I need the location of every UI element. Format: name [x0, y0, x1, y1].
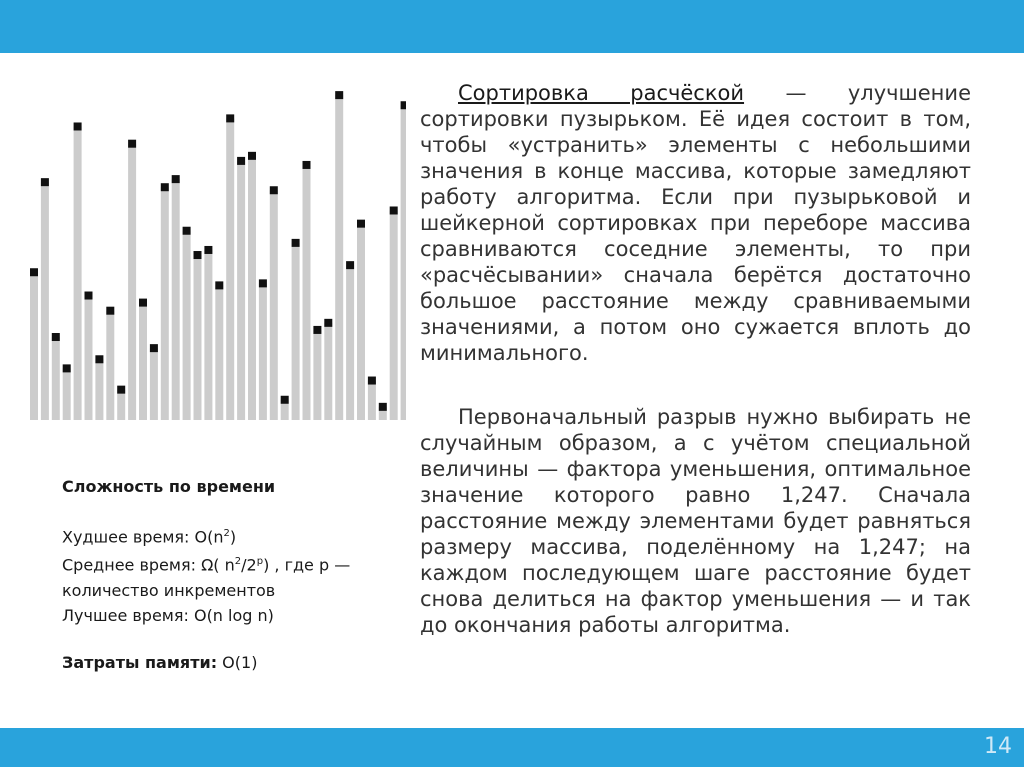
paragraph-definition: Сортировка расчёской — улучшение сортировки пузырьком. Её идея состоит в том, чтобы «устранить» элементы с небольшими значения в конце массива, которые замедляют работу алгоритма. Если при пузырьковой и шейкерной сортировках при переборе массива сравниваются соседние элементы, то при «расчёсывании» сначала берётся достаточно большое расстояние между сравниваемыми значениями, а потом оно сужается вплоть до минимального.: [420, 81, 971, 365]
chart-value-marker: [313, 326, 321, 334]
bottom-bar: [0, 728, 1024, 767]
chart-bar: [194, 255, 202, 420]
chart-bar: [183, 231, 191, 420]
chart-value-marker: [74, 122, 82, 130]
chart-value-marker: [30, 268, 38, 276]
chart-bar: [401, 105, 406, 420]
chart-bar: [161, 187, 169, 420]
paragraph-gap: Первоначальный разрыв нужно выбирать не случайным образом, а с учётом специальной величины — фактора уменьшения, оптимальное значение которого равно 1,247. Сначала расстояние между элементами будет равняться размеру массива, поделённому на 1,247; на каждом последующем шаге расстояние будет снова делиться на фактор уменьшения — и так до окончания работы алгоритма.: [420, 405, 971, 637]
chart-bar: [95, 359, 103, 420]
chart-bar: [139, 303, 147, 420]
complexity-title: Сложность по времени: [62, 477, 276, 496]
top-bar: [0, 0, 1024, 53]
chart-bar: [390, 210, 398, 420]
chart-value-marker: [95, 355, 103, 363]
chart-value-marker: [368, 377, 376, 385]
chart-bar: [324, 323, 332, 420]
chart-value-marker: [401, 101, 406, 109]
chart-bar: [74, 126, 82, 420]
chart-bar: [248, 156, 256, 420]
page-number: 14: [984, 734, 1012, 759]
chart-bar: [303, 165, 311, 420]
chart-bar: [117, 390, 125, 420]
chart-bar: [204, 250, 212, 420]
worst-time: Худшее время: $O(n^2)$: [62, 527, 237, 547]
chart-value-marker: [106, 307, 114, 315]
chart-value-marker: [270, 186, 278, 194]
chart-bar: [63, 368, 71, 420]
chart-value-marker: [248, 152, 256, 160]
chart-value-marker: [128, 140, 136, 148]
chart-value-marker: [292, 239, 300, 247]
chart-value-marker: [41, 178, 49, 186]
chart-value-marker: [139, 299, 147, 307]
chart-value-marker: [237, 157, 245, 165]
chart-bar: [368, 381, 376, 420]
chart-bar: [259, 283, 267, 420]
chart-value-marker: [150, 344, 158, 352]
chart-value-marker: [215, 281, 223, 289]
chart-bar: [30, 272, 38, 420]
chart-value-marker: [281, 396, 289, 404]
average-time-note: количество инкрементов: [62, 580, 276, 600]
memory-cost: Затраты памяти: O(1): [62, 652, 258, 672]
chart-value-marker: [183, 227, 191, 235]
chart-value-marker: [226, 114, 234, 122]
chart-value-marker: [85, 292, 93, 300]
chart-bar: [172, 179, 180, 420]
chart-value-marker: [324, 319, 332, 327]
chart-bar: [237, 161, 245, 420]
complexity-block: [62, 474, 392, 675]
chart-bar: [150, 348, 158, 420]
chart-value-marker: [172, 175, 180, 183]
average-time: Среднее время: Ω( $n^2/2^p$) , где p —: [62, 555, 351, 575]
chart-value-marker: [194, 251, 202, 259]
chart-bar: [128, 144, 136, 420]
chart-value-marker: [379, 403, 387, 411]
chart-bar: [106, 311, 114, 420]
chart-bar: [335, 95, 343, 420]
chart-bar: [292, 243, 300, 420]
chart-value-marker: [390, 206, 398, 214]
comb-sort-chart: [26, 86, 406, 420]
chart-bar: [226, 118, 234, 420]
chart-value-marker: [52, 333, 60, 341]
best-time: Лучшее время: O(n log n): [62, 605, 274, 625]
chart-value-marker: [346, 261, 354, 269]
chart-value-marker: [335, 91, 343, 99]
chart-value-marker: [259, 279, 267, 287]
chart-value-marker: [161, 183, 169, 191]
chart-bar: [313, 330, 321, 420]
chart-value-marker: [117, 386, 125, 394]
chart-value-marker: [204, 246, 212, 254]
chart-bar: [52, 337, 60, 420]
chart-bar: [270, 190, 278, 420]
chart-value-marker: [63, 364, 71, 372]
term-comb-sort: Сортировка расчёской: [458, 81, 745, 105]
chart-bar: [346, 265, 354, 420]
chart-bar: [215, 285, 223, 420]
chart-bar: [357, 224, 365, 420]
chart-value-marker: [357, 220, 365, 228]
chart-value-marker: [303, 161, 311, 169]
chart-bar: [41, 182, 49, 420]
chart-bar: [85, 296, 93, 420]
